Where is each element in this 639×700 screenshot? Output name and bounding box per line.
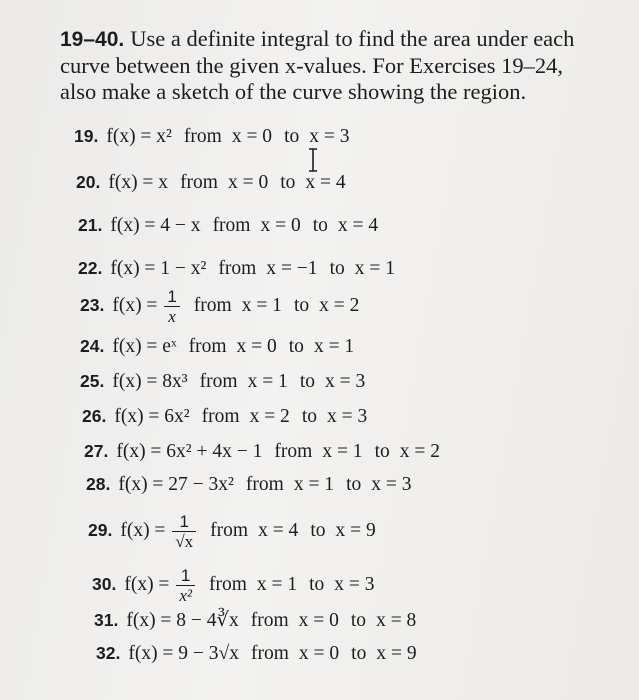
lower-bound: x = 4 bbox=[258, 519, 299, 541]
instruction-line-1 bbox=[60, 26, 620, 53]
denominator: √x bbox=[175, 532, 194, 551]
exercise-22 bbox=[78, 256, 395, 281]
lower-bound: x = 1 bbox=[241, 294, 282, 316]
lower-bound: x = 1 bbox=[247, 371, 288, 392]
upper-bound: x = 3 bbox=[324, 371, 366, 392]
instruction-line-2: curve between the given x-values. For Exercises 19–24, bbox=[60, 53, 563, 78]
from-word: from bbox=[183, 126, 222, 147]
from-word: from bbox=[201, 406, 240, 427]
upper-bound: x = 4 bbox=[305, 172, 346, 193]
exercise-30 bbox=[92, 566, 375, 605]
function: f(x) = 1 − x² bbox=[110, 258, 207, 279]
upper-bound: x = 3 bbox=[309, 126, 350, 147]
exercise-number: 22. bbox=[78, 258, 103, 278]
from-word: from bbox=[245, 474, 284, 495]
fraction bbox=[176, 566, 195, 605]
to-word: to bbox=[288, 336, 304, 357]
to-word: to bbox=[310, 519, 326, 541]
to-word: to bbox=[374, 441, 390, 462]
function: f(x) = x² bbox=[106, 126, 172, 147]
from-word: from bbox=[199, 371, 238, 392]
exercise-number: 28. bbox=[86, 474, 111, 494]
lower-bound: x = 0 bbox=[227, 172, 269, 193]
exercise-32 bbox=[96, 641, 417, 666]
function: f(x) = eˣ bbox=[112, 336, 177, 357]
upper-bound: x = 4 bbox=[337, 215, 379, 236]
lower-bound: x = 1 bbox=[256, 573, 298, 595]
from-word: from bbox=[210, 519, 249, 541]
exercise-27 bbox=[84, 439, 440, 464]
exercise-number: 27. bbox=[84, 441, 109, 461]
to-word: to bbox=[312, 215, 328, 236]
function: f(x) = 8x³ bbox=[112, 371, 188, 392]
denominator: x bbox=[168, 307, 176, 326]
exercise-number: 20. bbox=[76, 172, 101, 192]
text-cursor-icon bbox=[307, 148, 319, 172]
to-word: to bbox=[299, 371, 315, 392]
to-word: to bbox=[329, 258, 345, 279]
exercise-number: 31. bbox=[94, 610, 119, 630]
instruction-text-1: Use a definite integral to find the area under each bbox=[130, 26, 575, 51]
lower-bound: x = 0 bbox=[298, 610, 339, 631]
exercise-number: 32. bbox=[96, 643, 121, 663]
function: f(x) = 27 − 3x² bbox=[118, 474, 234, 495]
fraction bbox=[172, 512, 196, 551]
exercise-24 bbox=[80, 334, 354, 359]
upper-bound: x = 3 bbox=[371, 474, 412, 495]
lower-bound: x = 2 bbox=[249, 406, 290, 427]
from-word: from bbox=[218, 258, 257, 279]
from-word: from bbox=[251, 643, 289, 664]
to-word: to bbox=[351, 643, 367, 664]
to-word: to bbox=[350, 610, 367, 631]
upper-bound: x = 2 bbox=[319, 294, 360, 316]
exercise-26 bbox=[82, 404, 367, 429]
upper-bound: x = 9 bbox=[376, 643, 417, 664]
denominator: x² bbox=[179, 586, 192, 605]
from-word: from bbox=[274, 441, 313, 462]
exercise-19 bbox=[74, 124, 349, 149]
lower-bound: x = 1 bbox=[322, 441, 363, 462]
function-prefix: f(x) = bbox=[124, 573, 170, 595]
function: f(x) = 6x² + 4x − 1 bbox=[116, 441, 263, 462]
fraction bbox=[164, 287, 179, 326]
to-word: to bbox=[293, 294, 310, 316]
upper-bound: x = 3 bbox=[326, 406, 368, 427]
function: f(x) = 4 − x bbox=[110, 215, 201, 236]
function: f(x) = 9 − 3√x bbox=[128, 643, 240, 664]
lower-bound: x = 0 bbox=[298, 643, 340, 664]
exercise-21 bbox=[78, 213, 378, 238]
to-word: to bbox=[301, 406, 317, 427]
exercise-31 bbox=[94, 608, 416, 633]
exercise-number: 26. bbox=[82, 406, 107, 426]
lower-bound: x = 1 bbox=[293, 474, 335, 495]
function: f(x) = 6x² bbox=[114, 406, 190, 427]
exercise-number: 30. bbox=[92, 573, 117, 594]
exercise-range: 19–40. bbox=[60, 28, 125, 51]
exercise-23 bbox=[80, 287, 359, 326]
to-word: to bbox=[309, 573, 325, 595]
lower-bound: x = −1 bbox=[266, 258, 318, 279]
exercise-number: 21. bbox=[78, 215, 103, 235]
upper-bound: x = 1 bbox=[354, 258, 395, 279]
upper-bound: x = 2 bbox=[399, 441, 440, 462]
exercise-29 bbox=[88, 512, 376, 551]
to-word: to bbox=[280, 172, 296, 193]
exercise-28 bbox=[86, 472, 411, 497]
exercise-number: 23. bbox=[80, 294, 105, 315]
instruction-line-3: also make a sketch of the curve showing the region. bbox=[60, 79, 527, 104]
from-word: from bbox=[208, 573, 247, 595]
exercise-25 bbox=[80, 369, 365, 394]
exercise-instructions bbox=[60, 26, 620, 105]
numerator: 1 bbox=[176, 566, 195, 586]
function-prefix: f(x) = bbox=[120, 519, 166, 541]
numerator: 1 bbox=[164, 287, 179, 307]
lower-bound: x = 0 bbox=[236, 336, 277, 357]
function-prefix: f(x) = bbox=[112, 294, 158, 316]
to-word: to bbox=[346, 474, 362, 495]
numerator: 1 bbox=[172, 512, 196, 532]
function: f(x) = 8 − 4∛x bbox=[126, 610, 239, 631]
from-word: from bbox=[250, 610, 289, 631]
exercise-number: 24. bbox=[80, 336, 105, 356]
from-word: from bbox=[188, 336, 227, 357]
upper-bound: x = 1 bbox=[313, 336, 355, 357]
exercise-number: 29. bbox=[88, 519, 113, 540]
lower-bound: x = 0 bbox=[260, 215, 301, 236]
upper-bound: x = 3 bbox=[334, 573, 375, 595]
to-word: to bbox=[284, 126, 300, 147]
from-word: from bbox=[212, 215, 251, 236]
exercise-20 bbox=[76, 170, 346, 195]
upper-bound: x = 9 bbox=[335, 519, 376, 541]
exercise-number: 19. bbox=[74, 126, 99, 146]
lower-bound: x = 0 bbox=[231, 126, 273, 147]
from-word: from bbox=[193, 294, 232, 316]
from-word: from bbox=[180, 172, 218, 193]
function: f(x) = x bbox=[108, 172, 169, 193]
exercise-number: 25. bbox=[80, 371, 105, 391]
upper-bound: x = 8 bbox=[376, 610, 417, 631]
